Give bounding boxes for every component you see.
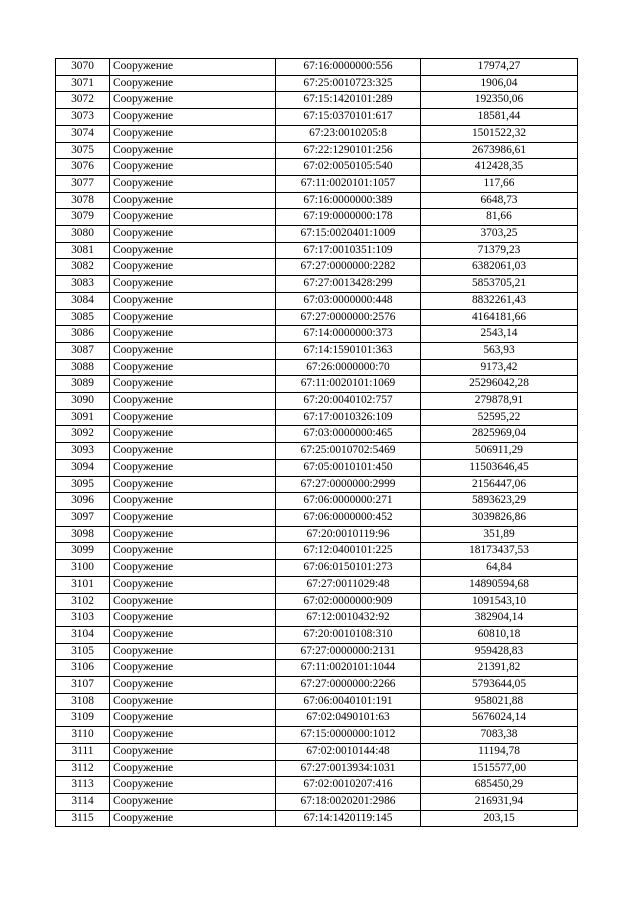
object-type-cell: Сооружение xyxy=(110,393,276,410)
cadastral-number-cell: 67:02:0010144:48 xyxy=(276,743,421,760)
table-row xyxy=(56,593,578,610)
object-type-cell: Сооружение xyxy=(110,576,276,593)
cadastral-value-cell: 351,89 xyxy=(421,526,578,543)
cadastral-number-cell: 67:27:0011029:48 xyxy=(276,576,421,593)
table-row xyxy=(56,342,578,359)
cadastral-number-cell: 67:25:0010723:325 xyxy=(276,75,421,92)
table-row xyxy=(56,359,578,376)
cadastral-value-cell: 958021,88 xyxy=(421,693,578,710)
cadastral-number-cell: 67:27:0000000:2999 xyxy=(276,476,421,493)
row-number-cell: 3077 xyxy=(56,175,110,192)
cadastral-number-cell: 67:14:1590101:363 xyxy=(276,342,421,359)
registry-table xyxy=(55,58,578,827)
cadastral-value-cell: 1091543,10 xyxy=(421,593,578,610)
row-number-cell: 3096 xyxy=(56,493,110,510)
cadastral-value-cell: 5853705,21 xyxy=(421,276,578,293)
cadastral-number-cell: 67:03:0000000:448 xyxy=(276,292,421,309)
cadastral-number-cell: 67:19:0000000:178 xyxy=(276,209,421,226)
object-type-cell: Сооружение xyxy=(110,526,276,543)
cadastral-value-cell: 60810,18 xyxy=(421,626,578,643)
table-row xyxy=(56,226,578,243)
cadastral-number-cell: 67:14:0000000:373 xyxy=(276,326,421,343)
object-type-cell: Сооружение xyxy=(110,175,276,192)
table-row xyxy=(56,426,578,443)
object-type-cell: Сооружение xyxy=(110,142,276,159)
row-number-cell: 3109 xyxy=(56,710,110,727)
row-number-cell: 3108 xyxy=(56,693,110,710)
cadastral-value-cell: 2673986,61 xyxy=(421,142,578,159)
cadastral-number-cell: 67:15:0000000:1012 xyxy=(276,727,421,744)
row-number-cell: 3111 xyxy=(56,743,110,760)
object-type-cell: Сооружение xyxy=(110,693,276,710)
object-type-cell: Сооружение xyxy=(110,476,276,493)
row-number-cell: 3099 xyxy=(56,543,110,560)
cadastral-value-cell: 5676024,14 xyxy=(421,710,578,727)
cadastral-number-cell: 67:02:0490101:63 xyxy=(276,710,421,727)
row-number-cell: 3095 xyxy=(56,476,110,493)
cadastral-number-cell: 67:27:0013934:1031 xyxy=(276,760,421,777)
cadastral-value-cell: 2156447,06 xyxy=(421,476,578,493)
row-number-cell: 3086 xyxy=(56,326,110,343)
cadastral-value-cell: 17974,27 xyxy=(421,59,578,76)
object-type-cell: Сооружение xyxy=(110,125,276,142)
cadastral-value-cell: 959428,83 xyxy=(421,643,578,660)
cadastral-value-cell: 18581,44 xyxy=(421,109,578,126)
cadastral-value-cell: 685450,29 xyxy=(421,777,578,794)
row-number-cell: 3115 xyxy=(56,810,110,827)
table-row xyxy=(56,276,578,293)
object-type-cell: Сооружение xyxy=(110,342,276,359)
object-type-cell: Сооружение xyxy=(110,727,276,744)
cadastral-value-cell: 25296042,28 xyxy=(421,376,578,393)
cadastral-value-cell: 117,66 xyxy=(421,175,578,192)
row-number-cell: 3098 xyxy=(56,526,110,543)
row-number-cell: 3085 xyxy=(56,309,110,326)
cadastral-value-cell: 71379,23 xyxy=(421,242,578,259)
object-type-cell: Сооружение xyxy=(110,543,276,560)
row-number-cell: 3071 xyxy=(56,75,110,92)
row-number-cell: 3076 xyxy=(56,159,110,176)
row-number-cell: 3070 xyxy=(56,59,110,76)
cadastral-value-cell: 81,66 xyxy=(421,209,578,226)
cadastral-number-cell: 67:27:0000000:2266 xyxy=(276,677,421,694)
table-row xyxy=(56,309,578,326)
cadastral-value-cell: 216931,94 xyxy=(421,793,578,810)
cadastral-number-cell: 67:06:0000000:452 xyxy=(276,509,421,526)
table-row xyxy=(56,677,578,694)
cadastral-value-cell: 11503646,45 xyxy=(421,459,578,476)
row-number-cell: 3074 xyxy=(56,125,110,142)
table-row xyxy=(56,175,578,192)
table-row xyxy=(56,259,578,276)
cadastral-value-cell: 7083,38 xyxy=(421,727,578,744)
row-number-cell: 3072 xyxy=(56,92,110,109)
object-type-cell: Сооружение xyxy=(110,276,276,293)
cadastral-value-cell: 3039826,86 xyxy=(421,509,578,526)
row-number-cell: 3104 xyxy=(56,626,110,643)
object-type-cell: Сооружение xyxy=(110,309,276,326)
cadastral-number-cell: 67:20:0010119:96 xyxy=(276,526,421,543)
object-type-cell: Сооружение xyxy=(110,376,276,393)
row-number-cell: 3102 xyxy=(56,593,110,610)
table-row xyxy=(56,710,578,727)
table-row xyxy=(56,760,578,777)
table-row xyxy=(56,543,578,560)
row-number-cell: 3097 xyxy=(56,509,110,526)
table-row xyxy=(56,209,578,226)
table-row xyxy=(56,59,578,76)
object-type-cell: Сооружение xyxy=(110,810,276,827)
row-number-cell: 3082 xyxy=(56,259,110,276)
row-number-cell: 3114 xyxy=(56,793,110,810)
table-row xyxy=(56,793,578,810)
cadastral-number-cell: 67:02:0050105:540 xyxy=(276,159,421,176)
object-type-cell: Сооружение xyxy=(110,359,276,376)
table-row xyxy=(56,409,578,426)
cadastral-value-cell: 6382061,03 xyxy=(421,259,578,276)
table-row xyxy=(56,777,578,794)
cadastral-number-cell: 67:15:1420101:289 xyxy=(276,92,421,109)
object-type-cell: Сооружение xyxy=(110,793,276,810)
object-type-cell: Сооружение xyxy=(110,643,276,660)
table-row xyxy=(56,560,578,577)
row-number-cell: 3073 xyxy=(56,109,110,126)
row-number-cell: 3107 xyxy=(56,677,110,694)
cadastral-number-cell: 67:03:0000000:465 xyxy=(276,426,421,443)
cadastral-value-cell: 4164181,66 xyxy=(421,309,578,326)
cadastral-number-cell: 67:17:0010326:109 xyxy=(276,409,421,426)
object-type-cell: Сооружение xyxy=(110,710,276,727)
cadastral-number-cell: 67:11:0020101:1069 xyxy=(276,376,421,393)
row-number-cell: 3092 xyxy=(56,426,110,443)
table-row xyxy=(56,376,578,393)
object-type-cell: Сооружение xyxy=(110,760,276,777)
object-type-cell: Сооружение xyxy=(110,660,276,677)
table-row xyxy=(56,159,578,176)
object-type-cell: Сооружение xyxy=(110,109,276,126)
row-number-cell: 3103 xyxy=(56,610,110,627)
cadastral-number-cell: 67:15:0020401:1009 xyxy=(276,226,421,243)
cadastral-number-cell: 67:15:0370101:617 xyxy=(276,109,421,126)
object-type-cell: Сооружение xyxy=(110,677,276,694)
table-row xyxy=(56,509,578,526)
object-type-cell: Сооружение xyxy=(110,59,276,76)
cadastral-value-cell: 9173,42 xyxy=(421,359,578,376)
row-number-cell: 3078 xyxy=(56,192,110,209)
cadastral-value-cell: 52595,22 xyxy=(421,409,578,426)
object-type-cell: Сооружение xyxy=(110,209,276,226)
table-row xyxy=(56,526,578,543)
row-number-cell: 3100 xyxy=(56,560,110,577)
cadastral-number-cell: 67:02:0010207:416 xyxy=(276,777,421,794)
object-type-cell: Сооружение xyxy=(110,92,276,109)
row-number-cell: 3079 xyxy=(56,209,110,226)
table-row xyxy=(56,693,578,710)
object-type-cell: Сооружение xyxy=(110,626,276,643)
table-row xyxy=(56,610,578,627)
object-type-cell: Сооружение xyxy=(110,259,276,276)
row-number-cell: 3087 xyxy=(56,342,110,359)
cadastral-number-cell: 67:17:0010351:109 xyxy=(276,242,421,259)
object-type-cell: Сооружение xyxy=(110,409,276,426)
object-type-cell: Сооружение xyxy=(110,75,276,92)
table-row xyxy=(56,459,578,476)
object-type-cell: Сооружение xyxy=(110,426,276,443)
cadastral-number-cell: 67:06:0150101:273 xyxy=(276,560,421,577)
cadastral-value-cell: 3703,25 xyxy=(421,226,578,243)
cadastral-value-cell: 506911,29 xyxy=(421,443,578,460)
table-row xyxy=(56,109,578,126)
table-row xyxy=(56,810,578,827)
table-row xyxy=(56,643,578,660)
cadastral-value-cell: 2543,14 xyxy=(421,326,578,343)
object-type-cell: Сооружение xyxy=(110,443,276,460)
cadastral-number-cell: 67:11:0020101:1057 xyxy=(276,175,421,192)
table-row xyxy=(56,727,578,744)
cadastral-value-cell: 21391,82 xyxy=(421,660,578,677)
cadastral-value-cell: 192350,06 xyxy=(421,92,578,109)
cadastral-value-cell: 1501522,32 xyxy=(421,125,578,142)
cadastral-number-cell: 67:12:0400101:225 xyxy=(276,543,421,560)
cadastral-value-cell: 203,15 xyxy=(421,810,578,827)
row-number-cell: 3093 xyxy=(56,443,110,460)
row-number-cell: 3105 xyxy=(56,643,110,660)
table-row xyxy=(56,493,578,510)
object-type-cell: Сооружение xyxy=(110,493,276,510)
row-number-cell: 3080 xyxy=(56,226,110,243)
cadastral-number-cell: 67:25:0010702:5469 xyxy=(276,443,421,460)
object-type-cell: Сооружение xyxy=(110,777,276,794)
table-row xyxy=(56,75,578,92)
object-type-cell: Сооружение xyxy=(110,560,276,577)
cadastral-number-cell: 67:02:0000000:909 xyxy=(276,593,421,610)
cadastral-number-cell: 67:06:0000000:271 xyxy=(276,493,421,510)
cadastral-value-cell: 8832261,43 xyxy=(421,292,578,309)
cadastral-number-cell: 67:20:0040102:757 xyxy=(276,393,421,410)
object-type-cell: Сооружение xyxy=(110,743,276,760)
cadastral-number-cell: 67:16:0000000:556 xyxy=(276,59,421,76)
cadastral-value-cell: 5793644,05 xyxy=(421,677,578,694)
object-type-cell: Сооружение xyxy=(110,459,276,476)
cadastral-number-cell: 67:23:0010205:8 xyxy=(276,125,421,142)
row-number-cell: 3094 xyxy=(56,459,110,476)
registry-table-body xyxy=(56,59,578,827)
cadastral-value-cell: 6648,73 xyxy=(421,192,578,209)
row-number-cell: 3089 xyxy=(56,376,110,393)
object-type-cell: Сооружение xyxy=(110,610,276,627)
row-number-cell: 3088 xyxy=(56,359,110,376)
table-row xyxy=(56,576,578,593)
cadastral-number-cell: 67:18:0020201:2986 xyxy=(276,793,421,810)
row-number-cell: 3075 xyxy=(56,142,110,159)
table-row xyxy=(56,92,578,109)
object-type-cell: Сооружение xyxy=(110,159,276,176)
row-number-cell: 3101 xyxy=(56,576,110,593)
cadastral-value-cell: 382904,14 xyxy=(421,610,578,627)
cadastral-number-cell: 67:05:0010101:450 xyxy=(276,459,421,476)
object-type-cell: Сооружение xyxy=(110,242,276,259)
cadastral-number-cell: 67:11:0020101:1044 xyxy=(276,660,421,677)
table-row xyxy=(56,125,578,142)
cadastral-number-cell: 67:20:0010108:310 xyxy=(276,626,421,643)
row-number-cell: 3084 xyxy=(56,292,110,309)
row-number-cell: 3091 xyxy=(56,409,110,426)
object-type-cell: Сооружение xyxy=(110,192,276,209)
object-type-cell: Сооружение xyxy=(110,292,276,309)
row-number-cell: 3081 xyxy=(56,242,110,259)
cadastral-number-cell: 67:26:0000000:70 xyxy=(276,359,421,376)
table-row xyxy=(56,660,578,677)
row-number-cell: 3106 xyxy=(56,660,110,677)
cadastral-number-cell: 67:06:0040101:191 xyxy=(276,693,421,710)
table-row xyxy=(56,242,578,259)
table-row xyxy=(56,443,578,460)
cadastral-value-cell: 412428,35 xyxy=(421,159,578,176)
table-row xyxy=(56,326,578,343)
row-number-cell: 3110 xyxy=(56,727,110,744)
cadastral-value-cell: 18173437,53 xyxy=(421,543,578,560)
row-number-cell: 3090 xyxy=(56,393,110,410)
cadastral-value-cell: 2825969,04 xyxy=(421,426,578,443)
table-row xyxy=(56,192,578,209)
cadastral-value-cell: 563,93 xyxy=(421,342,578,359)
cadastral-number-cell: 67:16:0000000:389 xyxy=(276,192,421,209)
cadastral-value-cell: 64,84 xyxy=(421,560,578,577)
cadastral-number-cell: 67:27:0000000:2131 xyxy=(276,643,421,660)
cadastral-number-cell: 67:27:0000000:2576 xyxy=(276,309,421,326)
cadastral-number-cell: 67:12:0010432:92 xyxy=(276,610,421,627)
row-number-cell: 3113 xyxy=(56,777,110,794)
table-row xyxy=(56,476,578,493)
cadastral-number-cell: 67:14:1420119:145 xyxy=(276,810,421,827)
row-number-cell: 3083 xyxy=(56,276,110,293)
cadastral-number-cell: 67:27:0013428:299 xyxy=(276,276,421,293)
cadastral-value-cell: 11194,78 xyxy=(421,743,578,760)
cadastral-number-cell: 67:22:1290101:256 xyxy=(276,142,421,159)
object-type-cell: Сооружение xyxy=(110,593,276,610)
table-row xyxy=(56,393,578,410)
row-number-cell: 3112 xyxy=(56,760,110,777)
object-type-cell: Сооружение xyxy=(110,226,276,243)
cadastral-value-cell: 1515577,00 xyxy=(421,760,578,777)
cadastral-value-cell: 1906,04 xyxy=(421,75,578,92)
table-row xyxy=(56,292,578,309)
table-row xyxy=(56,142,578,159)
cadastral-number-cell: 67:27:0000000:2282 xyxy=(276,259,421,276)
table-row xyxy=(56,626,578,643)
cadastral-value-cell: 14890594,68 xyxy=(421,576,578,593)
table-row xyxy=(56,743,578,760)
cadastral-value-cell: 5893623,29 xyxy=(421,493,578,510)
object-type-cell: Сооружение xyxy=(110,326,276,343)
cadastral-value-cell: 279878,91 xyxy=(421,393,578,410)
object-type-cell: Сооружение xyxy=(110,509,276,526)
